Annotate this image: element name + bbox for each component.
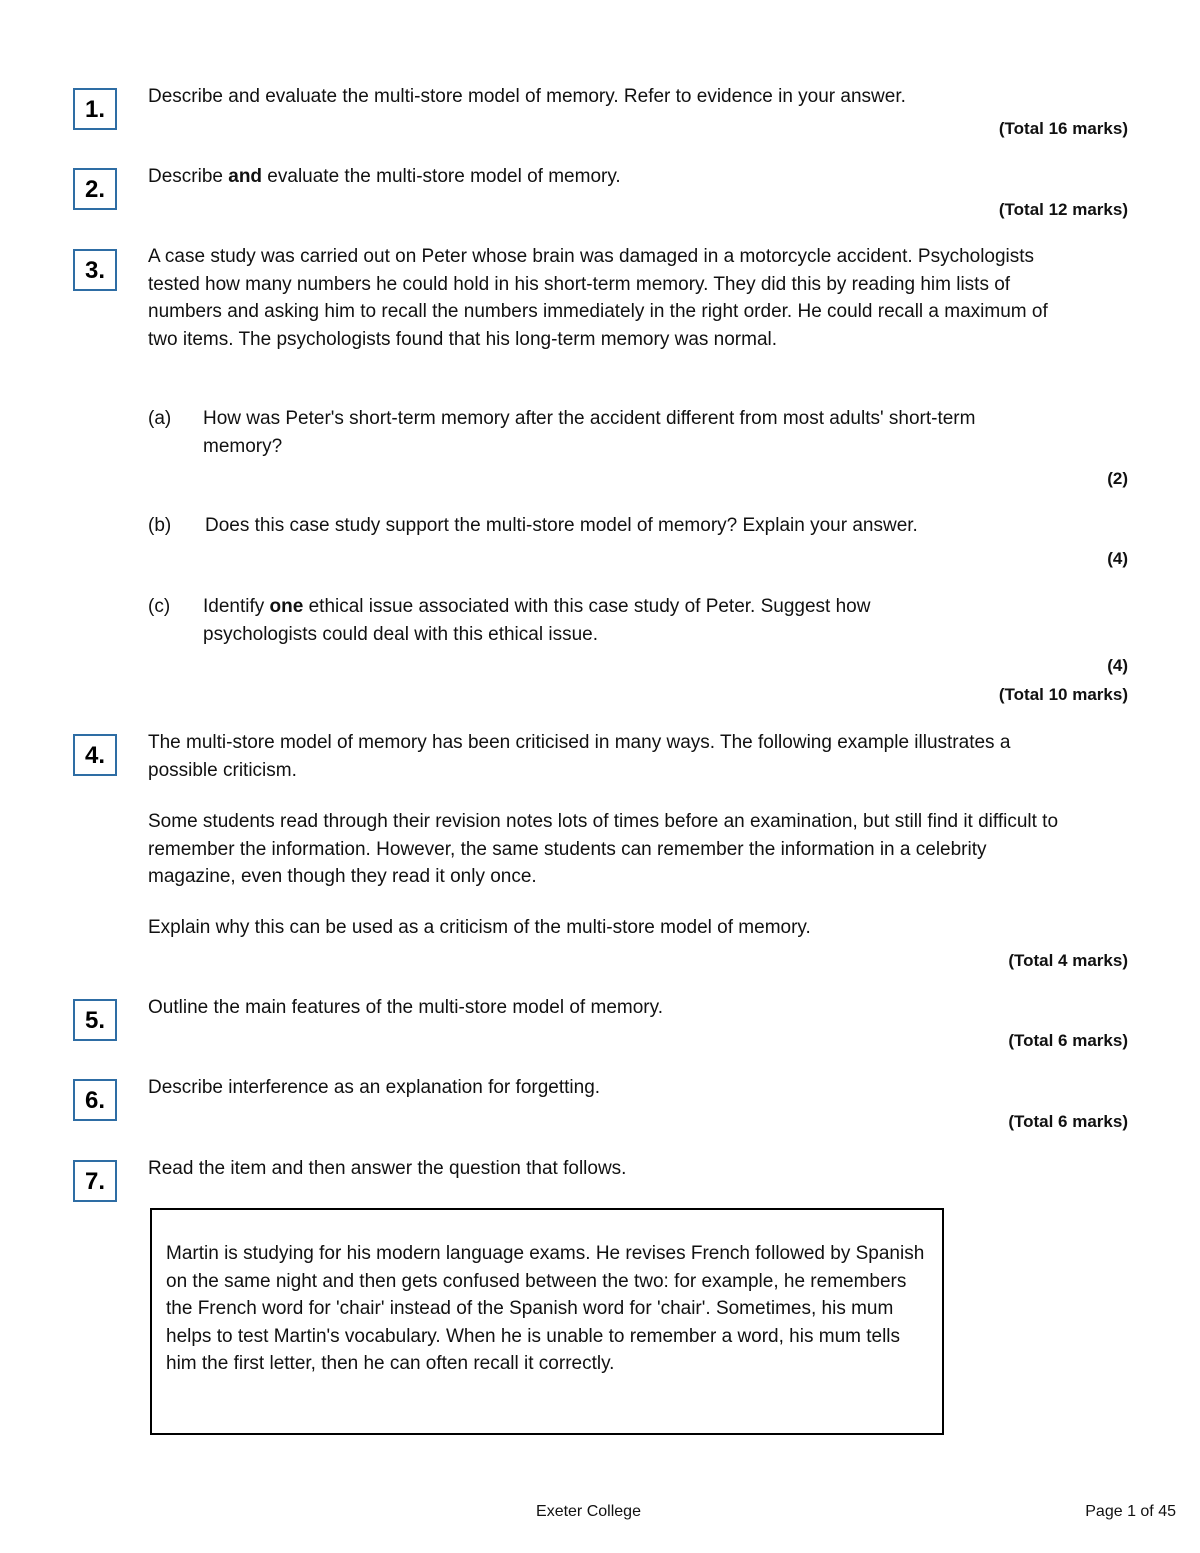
question-4-intro: The multi-store model of memory has been criticised in many ways. The following example illustrates a possible criticism. [148,732,1011,781]
question-3b-text: Does this case study support the multi-store model of memory? Explain your answer. [205,515,918,536]
question-5-total: (Total 6 marks) [1008,1031,1128,1050]
footer-college: Exeter College [536,1503,641,1520]
question-3-text: A case study was carried out on Peter whose brain was damaged in a motorcycle accident. Psychologists tested how many numbers he could hold in his short-term memory. They did this by reading him lists of numbers and asking him to recall the numbers immediately in the right order. He could recall a maximum of two items. The psychologists found that his long-term memory was normal. [148,246,1048,350]
question-number-5: 5. [73,999,117,1041]
question-2-total: (Total 12 marks) [998,200,1128,219]
question-7-text: Read the item and then answer the question that follows. [148,1158,627,1179]
question-3a-label: (a) [148,408,172,429]
question-3a-text: How was Peter's short-term memory after the accident different from most adults' short-term memory? [203,408,976,457]
question-number-1: 1. [73,88,117,130]
question-7-item-box [150,1208,944,1435]
question-2-emphasis: and [228,166,263,187]
question-7-item-text: Martin is studying for his modern language exams. He revises French followed by Spanish on the same night and then gets confused between the two: for example, he remembers the French word for 'chair' instead of the Spanish word for 'chair'. Sometimes, his mum helps to test Martin's vocabulary. When he is unable to remember a word, his mum tells him the first letter, then he can often recall it correctly. [166,1243,925,1374]
question-number-2: 2. [73,168,117,210]
question-5-text: Outline the main features of the multi-store model of memory. [148,997,663,1018]
question-3c-emphasis: one [269,596,304,617]
question-1-text: Describe and evaluate the multi-store model of memory. Refer to evidence in your answer. [148,86,906,107]
question-number-6: 6. [73,1079,117,1121]
question-3c-marks: (4) [1107,656,1128,675]
question-1-total: (Total 16 marks) [998,119,1128,138]
question-number-3: 3. [73,249,117,291]
question-3c-text: Identify one ethical issue associated with this case study of Peter. Suggest how psychologists could deal with this ethical issue. [203,596,871,645]
question-3-total: (Total 10 marks) [998,685,1128,704]
question-6-text: Describe interference as an explanation for forgetting. [148,1077,601,1098]
question-3b-marks: (4) [1107,549,1128,568]
question-6-total: (Total 6 marks) [1008,1112,1128,1131]
footer-page-number: Page 1 of 45 [1085,1503,1176,1520]
question-3c-label: (c) [148,596,171,617]
question-number-4: 4. [73,734,117,776]
question-3b-label: (b) [148,515,172,536]
question-3a-marks: (2) [1107,469,1128,488]
question-4-total: (Total 4 marks) [1008,951,1128,970]
question-number-7: 7. [73,1160,117,1202]
question-4-scenario: Some students read through their revision notes lots of times before an examination, but still find it difficult to remember the information. However, the same students can remember the information in a celebrity magazine, even though they read it only once. [148,811,1059,887]
question-4-prompt: Explain why this can be used as a criticism of the multi-store model of memory. [148,917,811,938]
question-2-text: Describe and evaluate the multi-store model of memory. [148,166,621,187]
